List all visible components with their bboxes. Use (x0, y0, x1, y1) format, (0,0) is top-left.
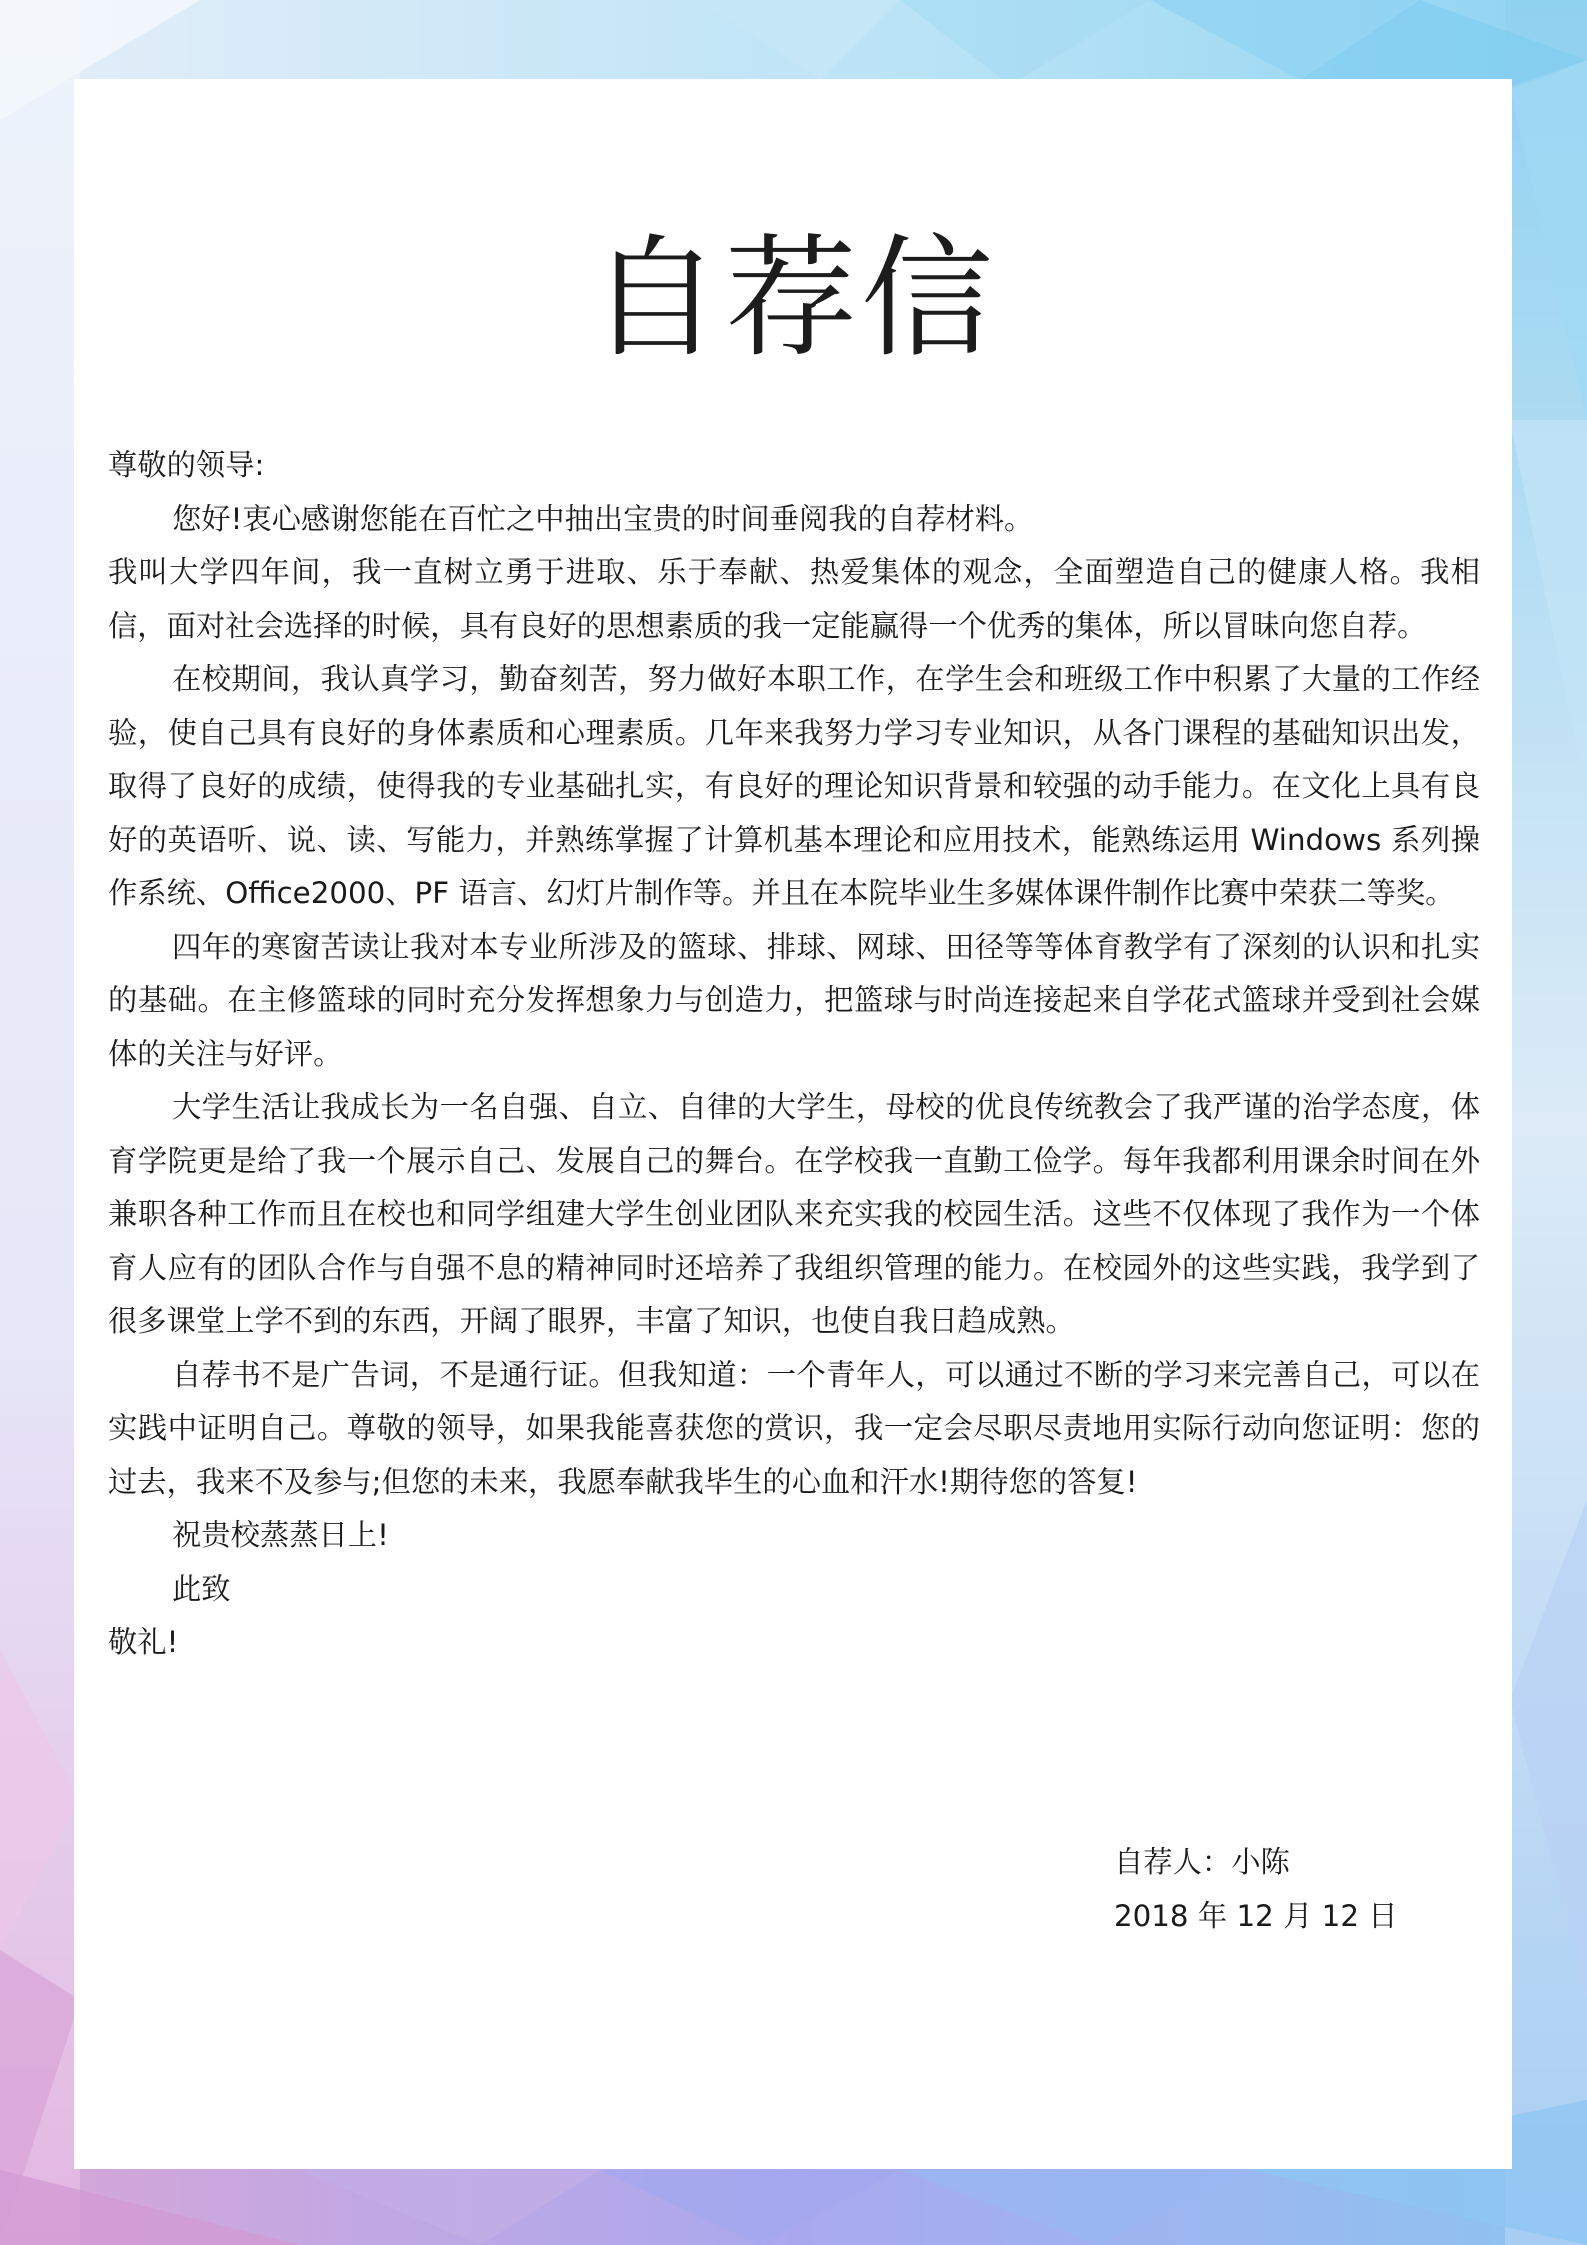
paragraph-conclusion: 自荐书不是广告词，不是通行证。但我知道：一个青年人，可以通过不断的学习来完善自己，可以在实践中证明自己。尊敬的领导，如果我能喜获您的赏识，我一定会尽职尽责地用实际行动向您证明：您的过去，我来不及参与;但您的未来，我愿奉献我毕生的心血和汗水!期待您的答复! (108, 1357, 1480, 1499)
signature-block (1114, 1836, 1398, 1943)
paragraph-intro: 我叫大学四年间，我一直树立勇于进取、乐于奉献、热爱集体的观念，全面塑造自己的健康人格。我相信，面对社会选择的时候，具有良好的思想素质的我一定能赢得一个优秀的集体，所以冒昧向您自荐。 (108, 555, 1480, 643)
paragraph-sports: 四年的寒窗苦读让我对本专业所涉及的篮球、排球、网球、田径等等体育教学有了深刻的认识和扎实的基础。在主修篮球的同时充分发挥想象力与创造力，把篮球与时尚连接起来自学花式篮球并受到社会媒体的关注与好评。 (108, 929, 1480, 1071)
paragraph-wishes: 祝贵校蒸蒸日上! (172, 1518, 389, 1552)
salutation: 尊敬的领导: (108, 448, 265, 482)
closing: 敬礼! (108, 1625, 179, 1659)
page-title: 自荐信 (589, 222, 997, 376)
letter-date: 2018 年 12 月 12 日 (1114, 1898, 1398, 1933)
signer: 自荐人：小陈 (1114, 1845, 1290, 1879)
paragraph-campus-life: 大学生活让我成长为一名自强、自立、自律的大学生，母校的优良传统教会了我严谨的治学态度，体育学院更是给了我一个展示自己、发展自己的舞台。在学校我一直勤工俭学。每年我都利用课余时间在外兼职各种工作而且在校也和同学组建大学生创业团队来充实我的校园生活。这些不仅体现了我作为一个体育人应有的团队合作与自强不息的精神同时还培养了我组织管理的能力。在校园外的这些实践，我学到了很多课堂上学不到的东西，开阔了眼界，丰富了知识，也使自我日趋成熟。 (108, 1090, 1480, 1338)
letter-body (108, 439, 1480, 1670)
paragraph-study: 在校期间，我认真学习，勤奋刻苦，努力做好本职工作，在学生会和班级工作中积累了大量的工作经验，使自己具有良好的身体素质和心理素质。几年来我努力学习专业知识，从各门课程的基础知识出发，取得了良好的成绩，使得我的专业基础扎实，有良好的理论知识背景和较强的动手能力。在文化上具有良好的英语听、说、读、写能力，并熟练掌握了计算机基本理论和应用技术，能熟练运用 Windows 系列操作系统、Office2000、PF 语言、幻灯片制作等。并且在本院毕业生多媒体课件制作比赛中荣获二等奖。 (108, 662, 1480, 910)
letter-page (74, 79, 1512, 2169)
paragraph-cizhi: 此致 (172, 1571, 231, 1606)
paragraph-greeting: 您好!衷心感谢您能在百忙之中抽出宝贵的时间垂阅我的自荐材料。 (172, 501, 1034, 536)
